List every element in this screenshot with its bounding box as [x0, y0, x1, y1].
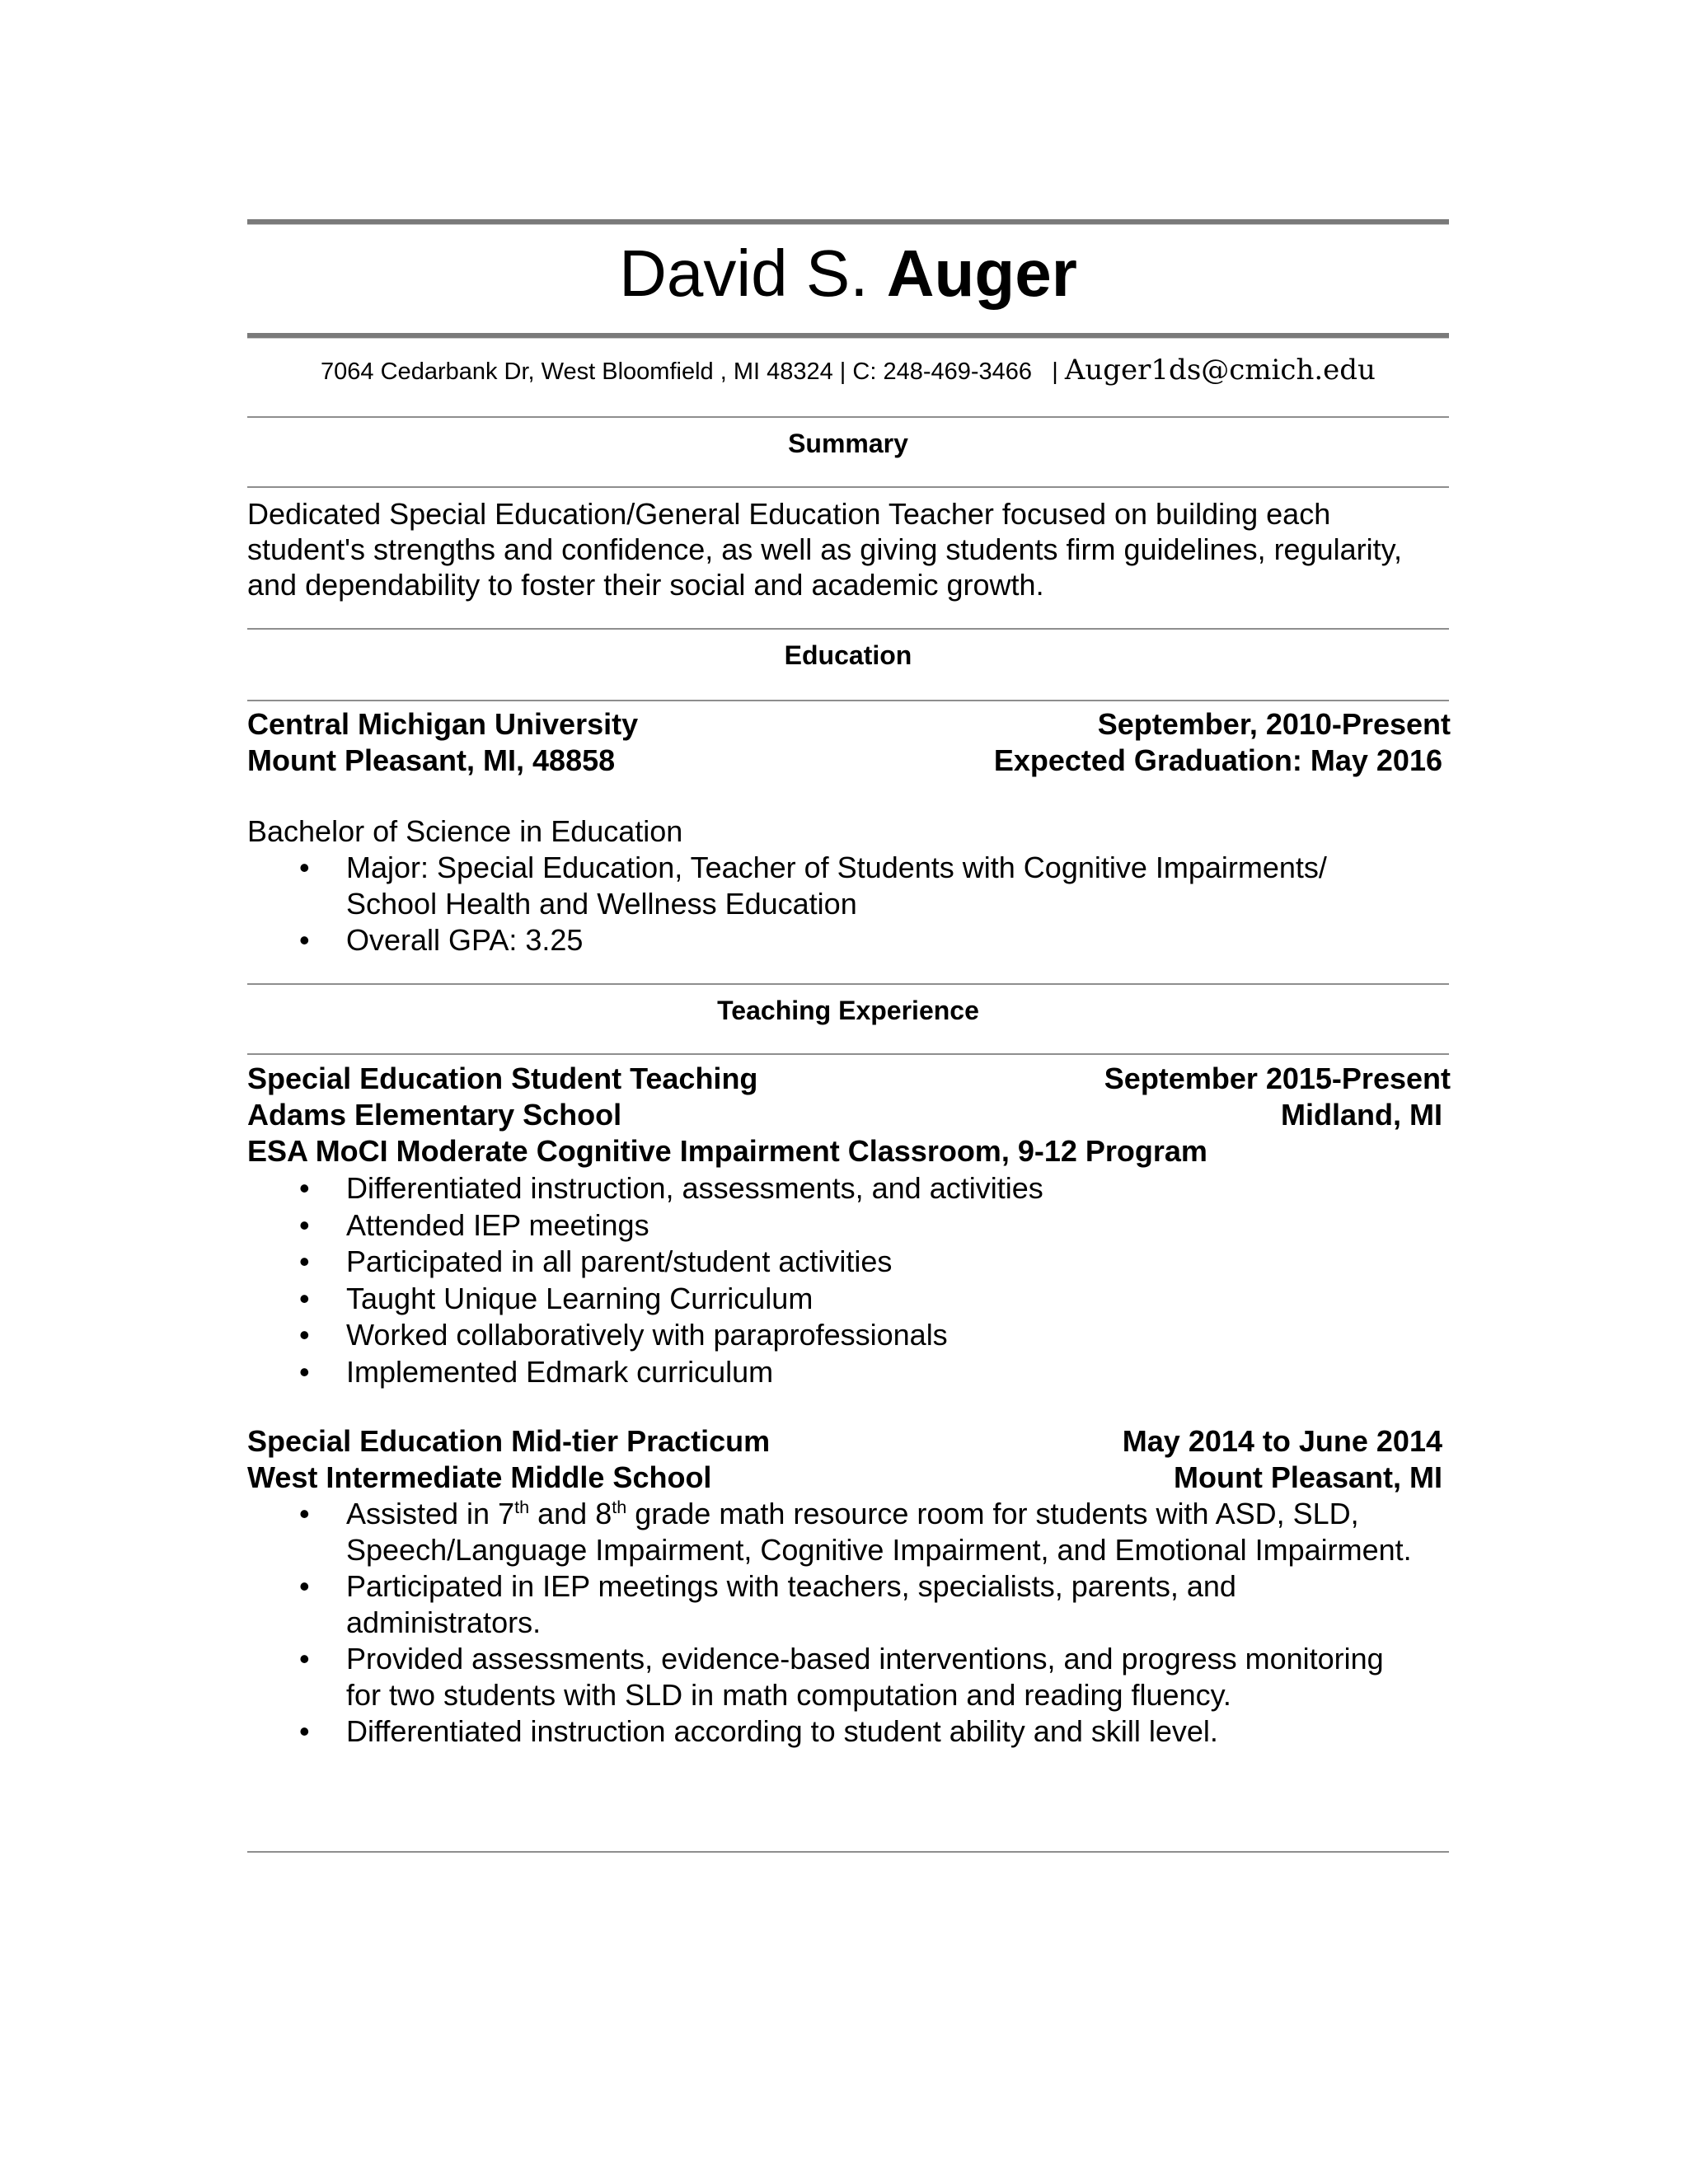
- expected-graduation: Expected Graduation: May 2016: [993, 743, 1442, 777]
- bullet-icon: •: [299, 1569, 310, 1603]
- list-item: • Implemented Edmark curriculum: [247, 1354, 1451, 1391]
- experience-heading: Teaching Experience: [717, 996, 979, 1025]
- bullet-icon: •: [299, 1354, 310, 1389]
- job-2-bullets: [247, 1496, 1451, 1750]
- top-rule: [247, 219, 1449, 225]
- list-item: • Differentiated instruction according to student ability and skill level.: [299, 1714, 1218, 1748]
- degree: Bachelor of Science in Education: [247, 814, 683, 848]
- school-name: Central Michigan University: [247, 707, 639, 741]
- bullet-icon: •: [299, 923, 310, 957]
- education-top-rule: [247, 628, 1449, 630]
- list-item: • Taught Unique Learning Curriculum: [247, 1281, 1451, 1318]
- bullet-icon: •: [299, 1318, 310, 1352]
- bullet-icon: •: [299, 1281, 310, 1315]
- job-school: West Intermediate Middle School: [247, 1460, 712, 1494]
- summary-heading: Summary: [788, 429, 908, 458]
- bullet-icon: •: [299, 851, 310, 884]
- school-location: Mount Pleasant, MI, 48858: [247, 743, 616, 777]
- candidate-name: [247, 232, 1449, 315]
- job-1-bullets: [247, 1170, 1451, 1390]
- bullet-text-superscript: Assisted in 7th and 8th grade math resource room for students with ASD, SLD, Speech/Language Impairment, Cognitive Impairment, and Emotional Impairment.: [346, 1497, 1412, 1567]
- address: 7064 Cedarbank Dr, West Bloomfield , MI 48324 |: [321, 359, 846, 385]
- summary-bottom-rule: [247, 486, 1449, 488]
- list-item: • Provided assessments, evidence-based interventions, and progress monitoring for two students with SLD in math computation and reading fluency.: [299, 1642, 1384, 1712]
- job-location: Mount Pleasant, MI: [1173, 1460, 1442, 1494]
- bullet-icon: •: [299, 1171, 310, 1205]
- job-location: Midland, MI: [1281, 1098, 1442, 1132]
- job-dates: May 2014 to June 2014: [1122, 1424, 1442, 1458]
- list-item: • Differentiated instruction, assessments, and activities: [247, 1170, 1451, 1207]
- education-bullets: [247, 850, 1451, 958]
- email-separator: |: [1052, 359, 1058, 385]
- cell-phone: C: 248-469-3466: [852, 359, 1033, 385]
- bullet-icon: •: [299, 1714, 310, 1748]
- bullet-icon: •: [299, 1207, 310, 1242]
- list-item: • Attended IEP meetings: [247, 1207, 1451, 1244]
- list-item: [247, 1496, 1451, 1568]
- bullet-icon: •: [299, 1497, 310, 1530]
- list-item: • Major: Special Education, Teacher of Students with Cognitive Impairments/ School Health and Wellness Education: [299, 851, 1327, 921]
- list-item: • Participated in all parent/student activities: [247, 1244, 1451, 1281]
- contact-line: [247, 349, 1449, 392]
- bullet-icon: •: [299, 1244, 310, 1278]
- footer-rule: [247, 1851, 1449, 1853]
- summary-text: Dedicated Special Education/General Education Teacher focused on building each student's strengths and confidence, as well as giving students firm guidelines, regularity, and dependability to foster their social and academic growth.: [247, 497, 1402, 602]
- education-heading: Education: [784, 640, 912, 670]
- first-name: David S.: [619, 237, 869, 310]
- bullet-icon: •: [299, 1642, 310, 1675]
- email-link[interactable]: Auger1ds@cmich.edu: [1064, 354, 1376, 387]
- education-dates: September, 2010-Present: [1097, 707, 1451, 741]
- summary-top-rule: [247, 416, 1449, 418]
- job-role: Special Education Mid-tier Practicum: [247, 1424, 771, 1458]
- list-item: • Worked collaboratively with paraprofessionals: [247, 1317, 1451, 1354]
- job-role: Special Education Student Teaching: [247, 1062, 758, 1095]
- last-name: Auger: [886, 237, 1077, 310]
- list-item: • Overall GPA: 3.25: [299, 923, 584, 957]
- job-program: ESA MoCI Moderate Cognitive Impairment Classroom, 9-12 Program: [247, 1134, 1207, 1168]
- experience-top-rule: [247, 983, 1449, 985]
- job-dates: September 2015-Present: [1104, 1062, 1451, 1095]
- name-rule: [247, 333, 1449, 339]
- education-bottom-rule: [247, 700, 1449, 701]
- job-school: Adams Elementary School: [247, 1098, 622, 1132]
- experience-bottom-rule: [247, 1053, 1449, 1055]
- list-item: • Participated in IEP meetings with teachers, specialists, parents, and administrators.: [299, 1569, 1236, 1639]
